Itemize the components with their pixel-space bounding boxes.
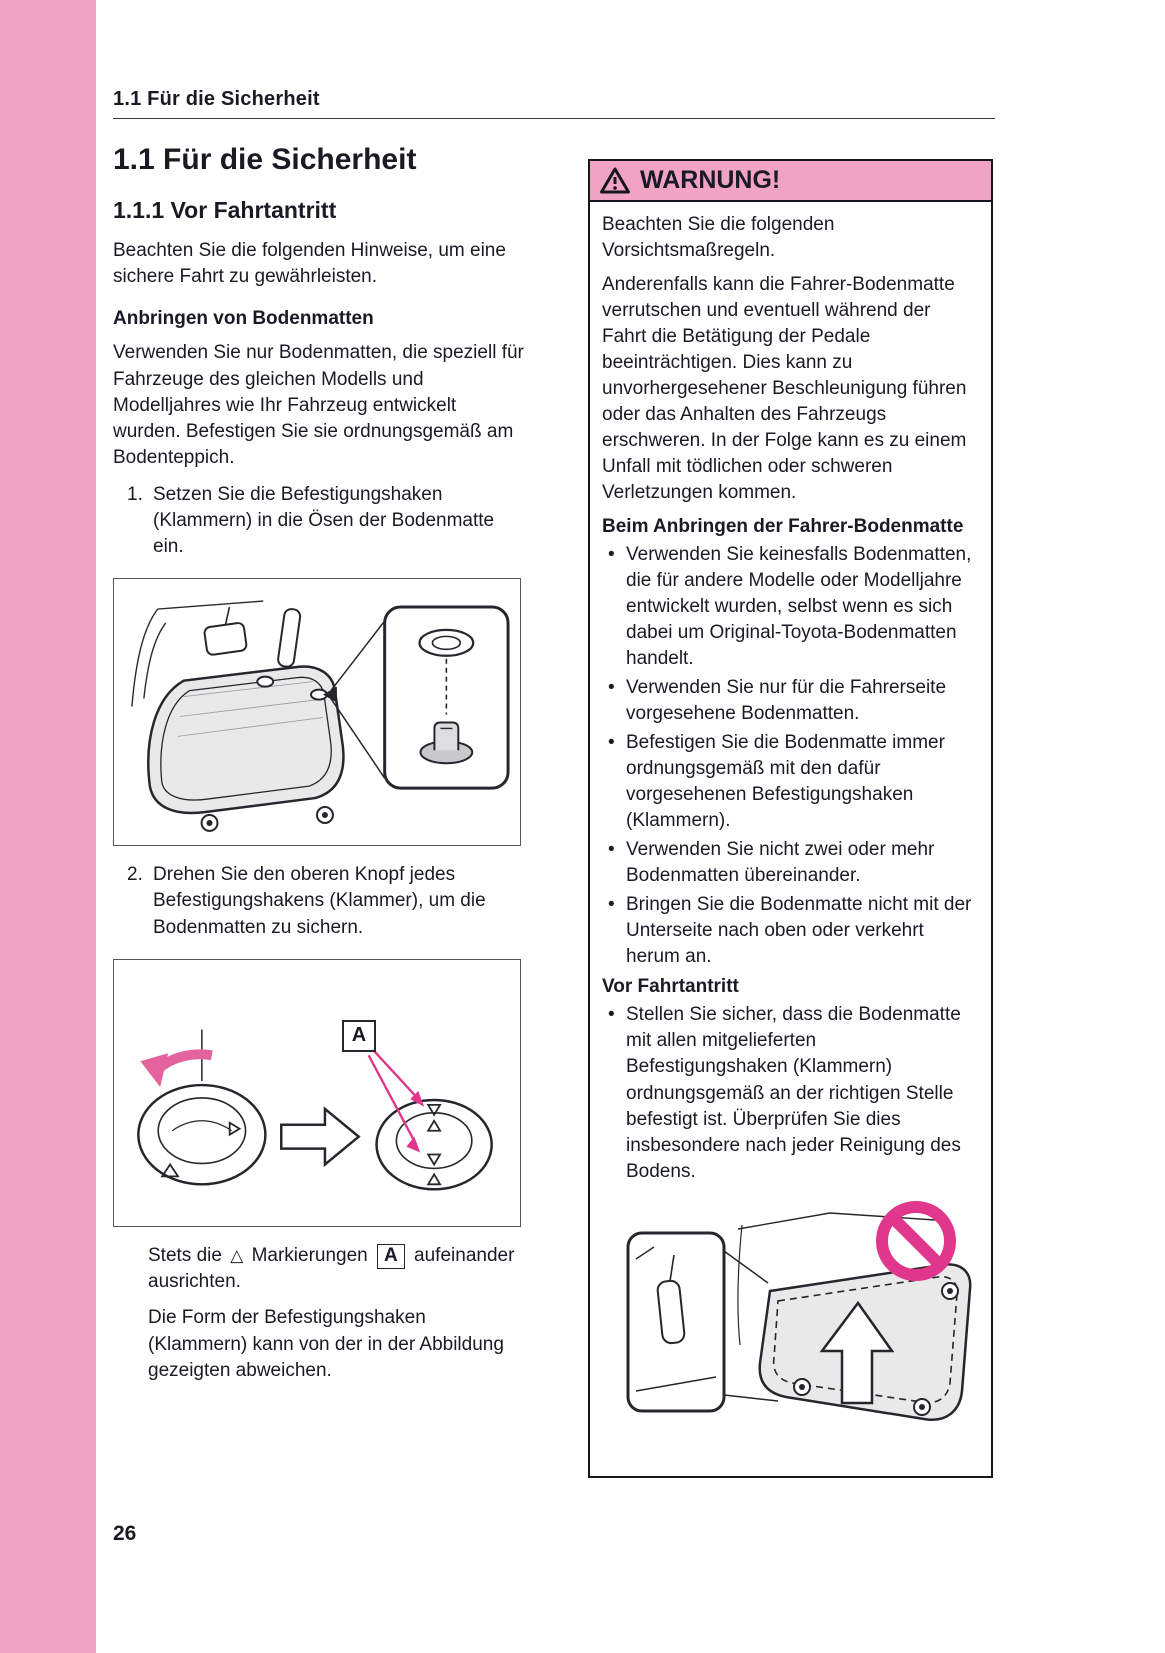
mat-installation-drawing: [114, 579, 520, 845]
warning-paragraph: Beachten Sie die folgenden Vorsichtsmaßregeln.: [602, 214, 835, 262]
warning-body: [590, 202, 991, 1476]
warning-triangle-icon: [600, 167, 630, 194]
warning-bullet: • Verwenden Sie keinesfalls Bodenmatten, die für andere Modelle oder Modelljahre entwickelt wurden, selbst wenn es sich dabei um Original-Toyota-Bodenmatten handelt.: [602, 542, 979, 672]
warning-header: [590, 161, 991, 202]
step-item-1: [127, 482, 525, 561]
step-text: Drehen Sie den oberen Knopf jedes Befestigungshakens (Klammer), um die Bodenmatten zu sichern.: [153, 864, 486, 938]
intro-paragraph: Beachten Sie die folgenden Hinweise, um eine sichere Fahrt zu gewährleisten.: [113, 240, 506, 288]
page-title: 1.1 Für die Sicherheit: [113, 143, 417, 176]
figure-knob-rotation: [113, 959, 521, 1227]
knob-rotation-drawing: [114, 960, 520, 1226]
step-item-2: [127, 862, 525, 941]
warning-subheading: Vor Fahrtantritt: [602, 976, 739, 998]
figure-mat-prohibition: [620, 1195, 980, 1460]
warning-bullet: • Verwenden Sie nur für die Fahrerseite vorgesehene Bodenmatten.: [602, 675, 979, 727]
figure-label-a: A: [342, 1020, 376, 1052]
page-content: [96, 0, 1165, 1478]
warning-bullet: • Verwenden Sie nicht zwei oder mehr Bodenmatten übereinander.: [602, 837, 979, 889]
right-column: [588, 131, 993, 1478]
caption-text: aufeinander ausrichten.: [148, 1244, 515, 1293]
step-text: Setzen Sie die Befestigungshaken (Klammern) in die Ösen der Bodenmatte ein.: [153, 483, 495, 557]
page-number: 26: [113, 1522, 137, 1545]
step-number: 1.: [127, 483, 143, 505]
section-subtitle: 1.1.1 Vor Fahrtantritt: [113, 197, 337, 223]
figure-mat-installation: [113, 578, 521, 846]
warning-bullet: • Befestigen Sie die Bodenmatte immer ordnungsgemäß mit den dafür vorgesehenen Befestigungshaken (Klammern).: [602, 730, 979, 834]
alignment-caption: [148, 1243, 525, 1295]
triangle-mark-icon: △: [230, 1245, 244, 1265]
header-rule: [113, 118, 995, 119]
two-column-layout: [113, 131, 993, 1478]
running-header: 1.1 Für die Sicherheit: [113, 88, 320, 110]
mat-prohibition-drawing: [620, 1195, 980, 1460]
step-number: 2.: [127, 864, 143, 886]
note-paragraph: Die Form der Befestigungshaken (Klammern) kann von der in der Abbildung gezeigten abweichen.: [148, 1307, 504, 1381]
section-paragraph: Verwenden Sie nur Bodenmatten, die speziell für Fahrzeuge des gleichen Modells und Modelljahres wie Ihr Fahrzeug entwickelt wurden. Befestigen Sie sie ordnungsgemäß am Bodenteppich.: [113, 342, 524, 469]
warning-bullet-list: [602, 542, 979, 970]
caption-block: [148, 1243, 525, 1384]
warning-title: WARNUNG!: [640, 166, 781, 194]
warning-subheading: Beim Anbringen der Fahrer-Bodenmatte: [602, 516, 964, 538]
caption-text: Stets die: [148, 1244, 222, 1266]
warning-paragraph: Anderenfalls kann die Fahrer-Bodenmatte verrutschen und eventuell während der Fahrt die Betätigung der Pedale beeinträchtigen. Dies kann zu unvorhergesehener Beschleunigung führen oder das Anhalten des Fahrzeugs erschweren. In der Folge kann es zu einem Unfall mit tödlichen oder schweren Verletzungen kommen.: [602, 274, 967, 504]
warning-bullet: • Bringen Sie die Bodenmatte nicht mit der Unterseite nach oben oder verkehrt herum an.: [602, 892, 979, 970]
warning-bullet: • Stellen Sie sicher, dass die Bodenmatte mit allen mitgelieferten Befestigungshaken (Klammern) ordnungsgemäß an der richtigen Stelle befestigt ist. Überprüfen Sie dies insbesondere nach jeder Reinigung des Bodens.: [602, 1002, 979, 1184]
left-column: [113, 131, 525, 1478]
section-heading: Anbringen von Bodenmatten: [113, 308, 374, 330]
prohibition-sign-icon: [882, 1207, 950, 1275]
caption-key-a: A: [377, 1244, 405, 1269]
page-edge-band: [0, 0, 96, 1653]
warning-box: [588, 159, 993, 1478]
caption-text: Markierungen: [251, 1244, 368, 1266]
warning-bullet-list: [602, 1002, 979, 1184]
